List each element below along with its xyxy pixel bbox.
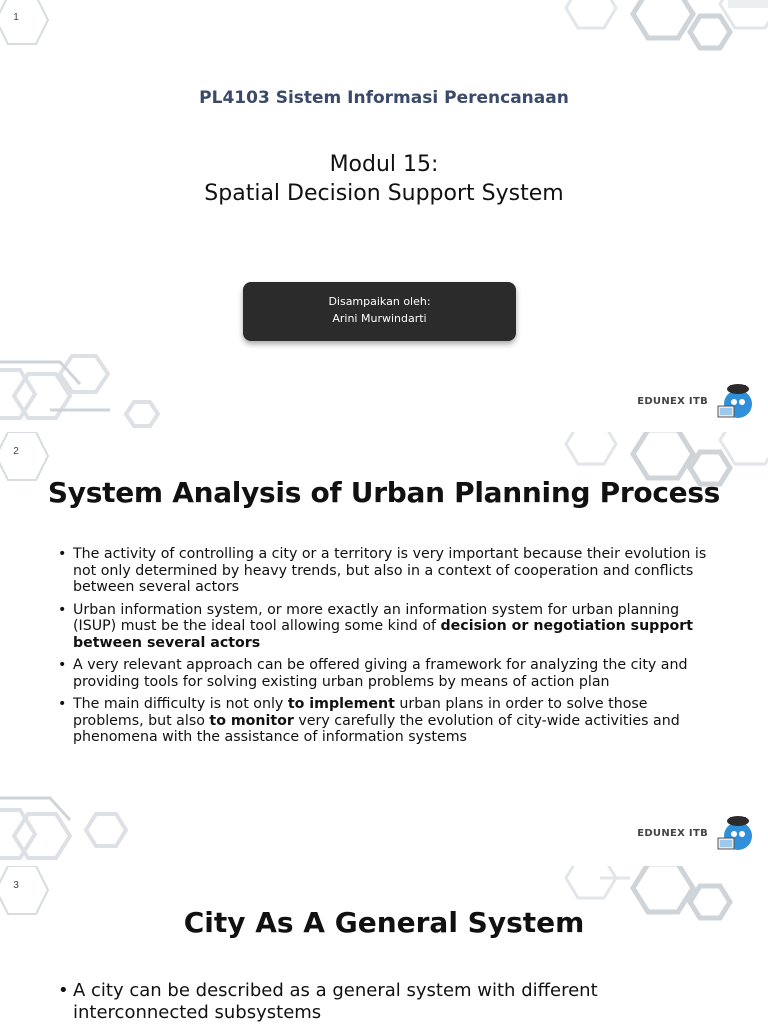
slide-title: System Analysis of Urban Planning Process <box>47 476 721 509</box>
mascot-icon <box>716 380 756 422</box>
hexagon-decoration-top-right <box>560 0 768 70</box>
module-number: Modul 15: <box>329 152 439 177</box>
edunex-brand <box>637 380 756 422</box>
module-title: Spatial Decision Support System <box>204 181 564 206</box>
presenter-name: Arini Murwindarti <box>332 312 427 325</box>
emphasis-text: decision or negotiation support between several actors <box>73 618 694 651</box>
bullet-item: • A very relevant approach can be offered giving a framework for analyzing the city and providing tools for solving existing urban problems by means of action plan <box>58 657 718 690</box>
edunex-brand <box>637 812 756 854</box>
bullet-item: • A city can be described as a general system with different interconnected subsystems <box>58 980 718 1024</box>
bullet-item: • Urban information system, or more exactly an information system for urban planning (ISUP) must be the ideal tool allowing some kind of decision or negotiation support between several actors <box>58 602 718 652</box>
slide-title: City As A General System <box>183 906 585 939</box>
bullet-list <box>58 980 718 1024</box>
course-title: PL4103 Sistem Informasi Perencanaan <box>199 88 569 108</box>
presenter-label: Disampaikan oleh: <box>328 295 431 308</box>
page-number-hexagon <box>0 432 50 482</box>
page-number: 2 <box>13 446 19 457</box>
brand-text: EDUNEX ITB <box>637 827 708 839</box>
hexagon-decoration-bottom-left <box>0 350 170 432</box>
emphasis-text: to monitor <box>209 712 294 729</box>
slide-3 <box>0 866 768 1024</box>
bullet-item: • The activity of controlling a city or a territory is very important because their evolution is not only determined by heavy trends, but also in a context of cooperation and conflicts between several actors <box>58 546 718 596</box>
slide-1 <box>0 0 768 432</box>
page-number: 3 <box>13 880 19 891</box>
page-number-hexagon <box>0 0 50 46</box>
bullet-list <box>58 546 718 752</box>
mascot-icon <box>716 812 756 854</box>
presenter-box <box>243 282 516 341</box>
page-number: 1 <box>13 12 19 23</box>
emphasis-text: to implement <box>287 696 395 712</box>
hexagon-decoration-bottom-left <box>0 784 170 866</box>
bullet-item: • The main difficulty is not only to implement urban plans in order to solve those problems, but also to monitor very carefully the evolution of city-wide activities and phenomena with the assistance of information systems <box>58 696 718 746</box>
brand-text: EDUNEX ITB <box>637 395 708 407</box>
slide-2 <box>0 432 768 866</box>
